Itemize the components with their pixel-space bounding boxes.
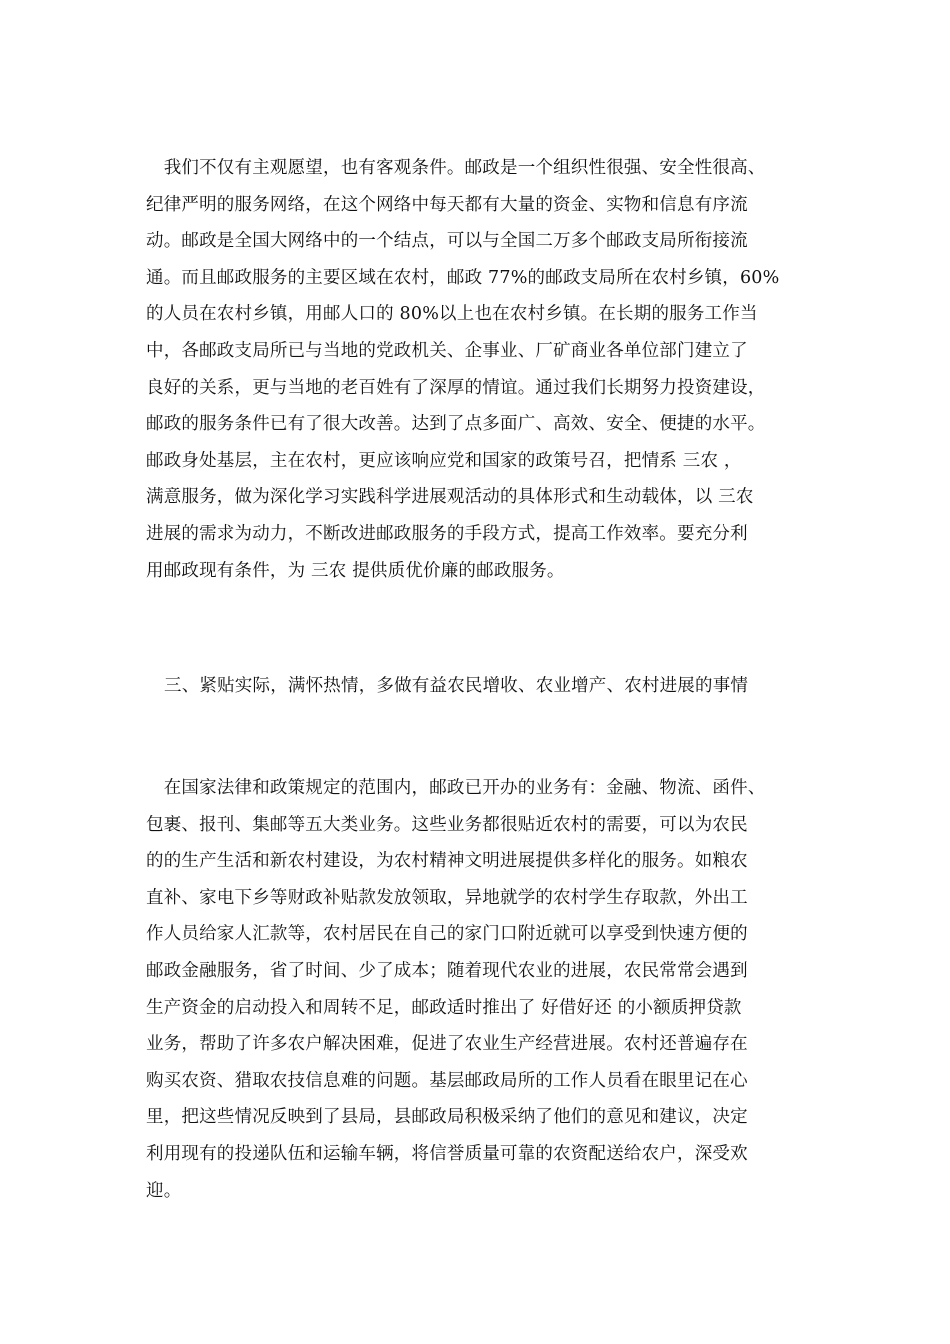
paragraph-line: 邮政的服务条件已有了很大改善。达到了点多面广、高效、安全、便捷的水平。 bbox=[146, 414, 766, 435]
paragraph-line: 我们不仅有主观愿望，也有客观条件。邮政是一个组织性很强、安全性很高、 bbox=[146, 158, 766, 178]
paragraph-line: 良好的关系，更与当地的老百姓有了深厚的情谊。通过我们长期努力投资建设， bbox=[146, 377, 766, 398]
paragraph-line: 包裹、报刊、集邮等五大类业务。这些业务都很贴近农村的需要，可以为农民 bbox=[146, 814, 748, 835]
paragraph-line: 邮政金融服务，省了时间、少了成本；随着现代农业的进展，农民常常会遇到 bbox=[146, 960, 748, 981]
paragraph-line: 进展的需求为动力，不断改进邮政服务的手段方式，提高工作效率。要充分利 bbox=[146, 523, 748, 544]
section-heading: 三、紧贴实际，满怀热情，多做有益农民增收、农业增产、农村进展的事情 bbox=[164, 676, 749, 696]
paragraph-line: 业务，帮助了许多农户解决困难，促进了农业生产经营进展。农村还普遍存在 bbox=[146, 1034, 748, 1055]
paragraph-line: 纪律严明的服务网络，在这个网络中每天都有大量的资金、实物和信息有序流 bbox=[146, 194, 748, 215]
paragraph-line: 购买农资、猎取农技信息难的问题。基层邮政局所的工作人员看在眼里记在心 bbox=[146, 1070, 748, 1091]
paragraph-line: 满意服务，做为深化学习实践科学进展观活动的具体形式和生动载体，以 三农 bbox=[146, 487, 754, 508]
paragraph-postal-conditions bbox=[146, 150, 806, 589]
paragraph-line: 迎。 bbox=[146, 1180, 182, 1201]
paragraph-line: 中，各邮政支局所已与当地的党政机关、企事业、厂矿商业各单位部门建立了 bbox=[146, 340, 748, 361]
paragraph-line: 直补、家电下乡等财政补贴款发放领取，异地就学的农村学生存取款，外出工 bbox=[146, 887, 748, 908]
paragraph-line: 里，把这些情况反映到了县局，县邮政局积极采纳了他们的意见和建议，决定 bbox=[146, 1107, 748, 1128]
paragraph-line: 通。而且邮政服务的主要区域在农村，邮政 77%的邮政支局所在农村乡镇，60% bbox=[146, 267, 780, 288]
paragraph-line: 生产资金的启动投入和周转不足，邮政适时推出了 好借好还 的小额质押贷款 bbox=[146, 997, 742, 1018]
paragraph-line: 作人员给家人汇款等，农村居民在自己的家门口附近就可以享受到快速方便的 bbox=[146, 924, 748, 945]
paragraph-line: 利用现有的投递队伍和运输车辆，将信誉质量可靠的农资配送给农户，深受欢 bbox=[146, 1143, 748, 1164]
paragraph-line: 动。邮政是全国大网络中的一个结点，可以与全国二万多个邮政支局所衔接流 bbox=[146, 231, 748, 252]
paragraph-line: 在国家法律和政策规定的范围内，邮政已开办的业务有：金融、物流、函件、 bbox=[146, 778, 766, 798]
paragraph-postal-services bbox=[146, 770, 806, 1209]
paragraph-line: 的的生产生活和新农村建设，为农村精神文明进展提供多样化的服务。如粮农 bbox=[146, 851, 748, 872]
paragraph-line: 邮政身处基层，主在农村，更应该响应党和国家的政策号召，把情系 三农 ， bbox=[146, 450, 742, 471]
paragraph-line: 用邮政现有条件，为 三农 提供质优价廉的邮政服务。 bbox=[146, 560, 565, 581]
paragraph-line: 的人员在农村乡镇，用邮人口的 80%以上也在农村乡镇。在长期的服务工作当 bbox=[146, 304, 758, 325]
